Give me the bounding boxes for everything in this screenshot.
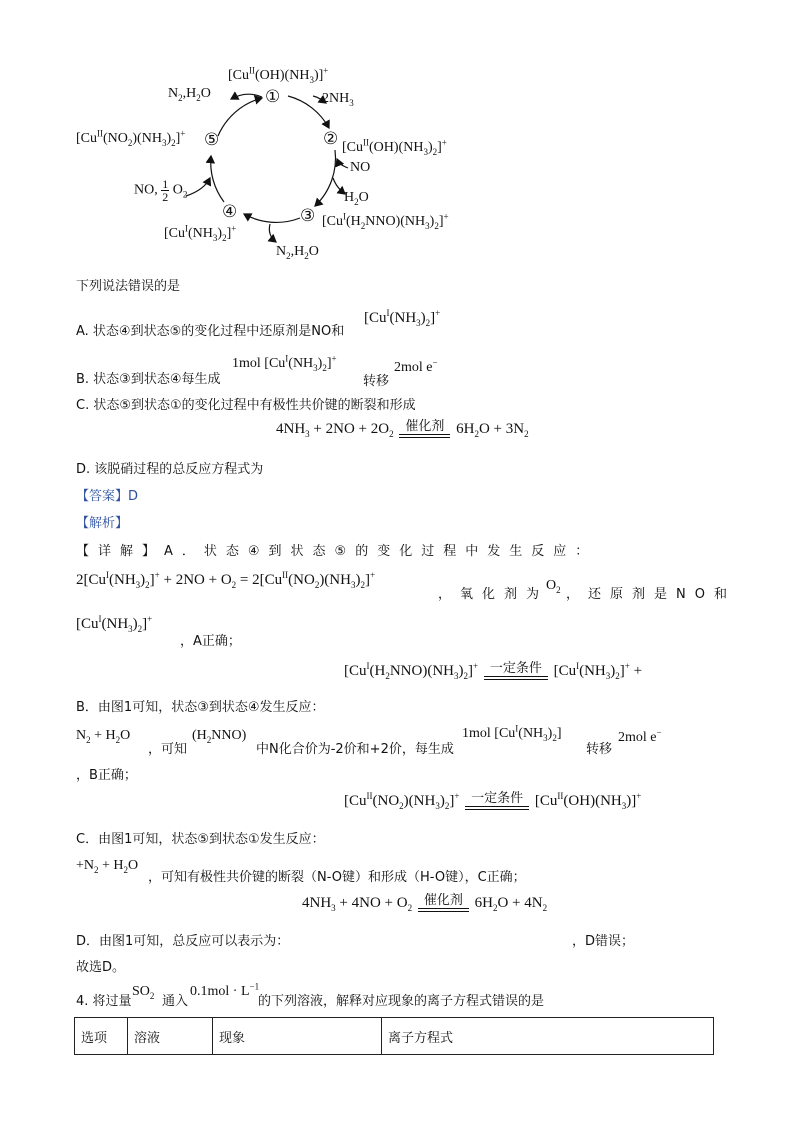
option-c-text: C. 状态⑤到状态①的变化过程中有极性共价键的断裂和形成 [76,398,416,413]
node-5-label: ⑤ [204,130,220,149]
question-4-table [74,1017,714,1055]
explanation-b-formula: 1mol $[Cu^I(NH_3)_2]$ [462,723,562,743]
analysis-label: 【解析】 [76,516,129,531]
option-d-text: D. 该脱硝过程的总反应方程式为 [76,462,264,477]
header-option: 选项 [75,1018,128,1055]
cycle-arc-4-5 [211,156,224,202]
explanation-a-conclusion: ，A正确； [180,634,241,649]
explanation-c-conclusion: ，可知有极性共价键的断裂（N-O键）和形成（H-O键），C正确； [148,870,526,885]
table-header-row [75,1018,714,1055]
arrow-in-no [337,159,348,168]
explanation-b-text-2: 中N化合价为-2价和+2价，每生成 [256,742,454,757]
explanation-b-text-3: 转移 [586,742,613,757]
arrow-in-no-o2 [186,178,210,196]
option-a-formula: $[Cu^I(NH_3)_2]^+$ [364,308,441,328]
output-n2-h2o-top-label: $N_2,H_2O$ [168,86,211,103]
node-2-label: ② [323,129,339,148]
node-1-label: ① [265,87,281,106]
explanation-a-oxidant-text: ，氧化剂为 [438,587,549,602]
answer-label: 【答案】D [76,489,139,504]
header-ionic-equation: 离子方程式 [382,1018,714,1055]
species-1-label: $[Cu^{II}(OH)(NH_3)]^+$ [228,65,329,85]
option-a-text: A. 状态④到状态⑤的变化过程中还原剂是NO和 [76,324,345,339]
option-b-electrons: 2mol e− [394,357,438,375]
question-4-stem-c: 的下列溶液，解释对应现象的离子方程式错误的是 [258,994,545,1009]
option-b-formula: 1mol $[Cu^I(NH_3)_2]^+$ [232,353,337,373]
cycle-arc-5-1 [218,98,262,136]
question-4-concentration: $0.1mol \cdot L^{-1}$ [190,981,260,999]
header-solution: 溶液 [128,1018,213,1055]
explanation-c-intro: C．由图1可知，状态⑤到状态①发生反应： [76,832,325,847]
explanation-b-h2nno: $(H_2NNO)$ [192,728,247,745]
output-n2-h2o-bottom-label: $N_2,H_2O$ [276,244,319,261]
explanation-b-electrons: 2mol e− [618,727,662,745]
question-stem: 下列说法错误的是 [76,279,181,294]
option-b-tail: 转移 [363,374,390,389]
species-3-label: $[Cu^I(H_2NNO)(NH_3)_2]^+$ [322,211,449,231]
input-no-o2-label: NO, $\frac{1}{2}$ $O_2$ [134,177,188,204]
explanation-c-equation: $[Cu^{II}(NO_2)(NH_3)_2]^+$ 一定条件 $[Cu^{II}(OH)(NH_3)]^+$ [344,791,642,811]
explanation-a-o2: $O_2$ [546,578,561,595]
node-4-label: ④ [222,202,238,221]
node-3-label: ③ [300,206,316,225]
arrow-out-top [231,94,262,99]
explanation-b-equation: $[Cu^I(H_2NNO)(NH_3)_2]^+$ 一定条件 $[Cu^I(NH_3)_2]^+$ + [344,661,643,681]
option-b-text: B. 状态③到状态④每生成 [76,372,221,387]
species-2-label: $[Cu^{II}(OH)(NH_3)_2]^+$ [342,137,447,157]
species-4-label: $[Cu^I(NH_3)_2]^+$ [164,223,237,243]
explanation-d-equation: $4NH_3 + 4NO + O_2$ 催化剂 $6H_2O + 4N_2$ [302,893,548,913]
explanation-d-intro: D．由图1可知，总反应可以表示为： [76,934,290,949]
explanation-a-equation: $2[Cu^I(NH_3)_2]^+ + 2NO + O_2 = 2[Cu^{II}(NO_2)(NH_3)_2]^+$ [76,570,376,590]
input-2nh3-label: $2NH_3$ [322,91,354,108]
question-4-so2: $SO_2$ [132,984,155,1001]
explanation-b-products: $N_2 + H_2O$ [76,728,131,745]
arrow-out-n2h2o [269,224,276,242]
output-h2o-label: $H_2O$ [344,190,369,207]
explanation-c-products: $+N_2 + H_2O$ [76,858,139,875]
question-4-stem-b: 通入 [162,994,189,1009]
explanation-b-conclusion: ，B正确； [76,768,137,783]
explanation-b-intro: B．由图1可知，状态③到状态④发生反应： [76,700,325,715]
input-no-label: NO [350,160,371,175]
cycle-arc-2-3 [315,150,336,206]
explanation-b-text-1: ，可知 [148,742,188,757]
explanation-a-reductant-text: ，还原剂是NO和 [566,587,736,602]
explanation-d-conclusion: ，D错误； [572,934,635,949]
final-answer: 故选D。 [76,960,126,975]
explanation-a-intro: 【详解】A．状态④到状态⑤的变化过程中发生反应： [76,544,598,559]
species-5-label: $[Cu^{II}(NO_2)(NH_3)_2]^+$ [76,128,186,148]
header-phenomenon: 现象 [213,1018,382,1055]
cycle-arc-3-4 [244,214,300,222]
explanation-a-formula: $[Cu^I(NH_3)_2]^+$ [76,614,153,634]
option-d-equation: $4NH_3 + 2NO + 2O_2$ 催化剂 $6H_2O + 3N_2$ [276,419,529,439]
question-4-stem-a: 4. 将过量 [76,994,132,1009]
